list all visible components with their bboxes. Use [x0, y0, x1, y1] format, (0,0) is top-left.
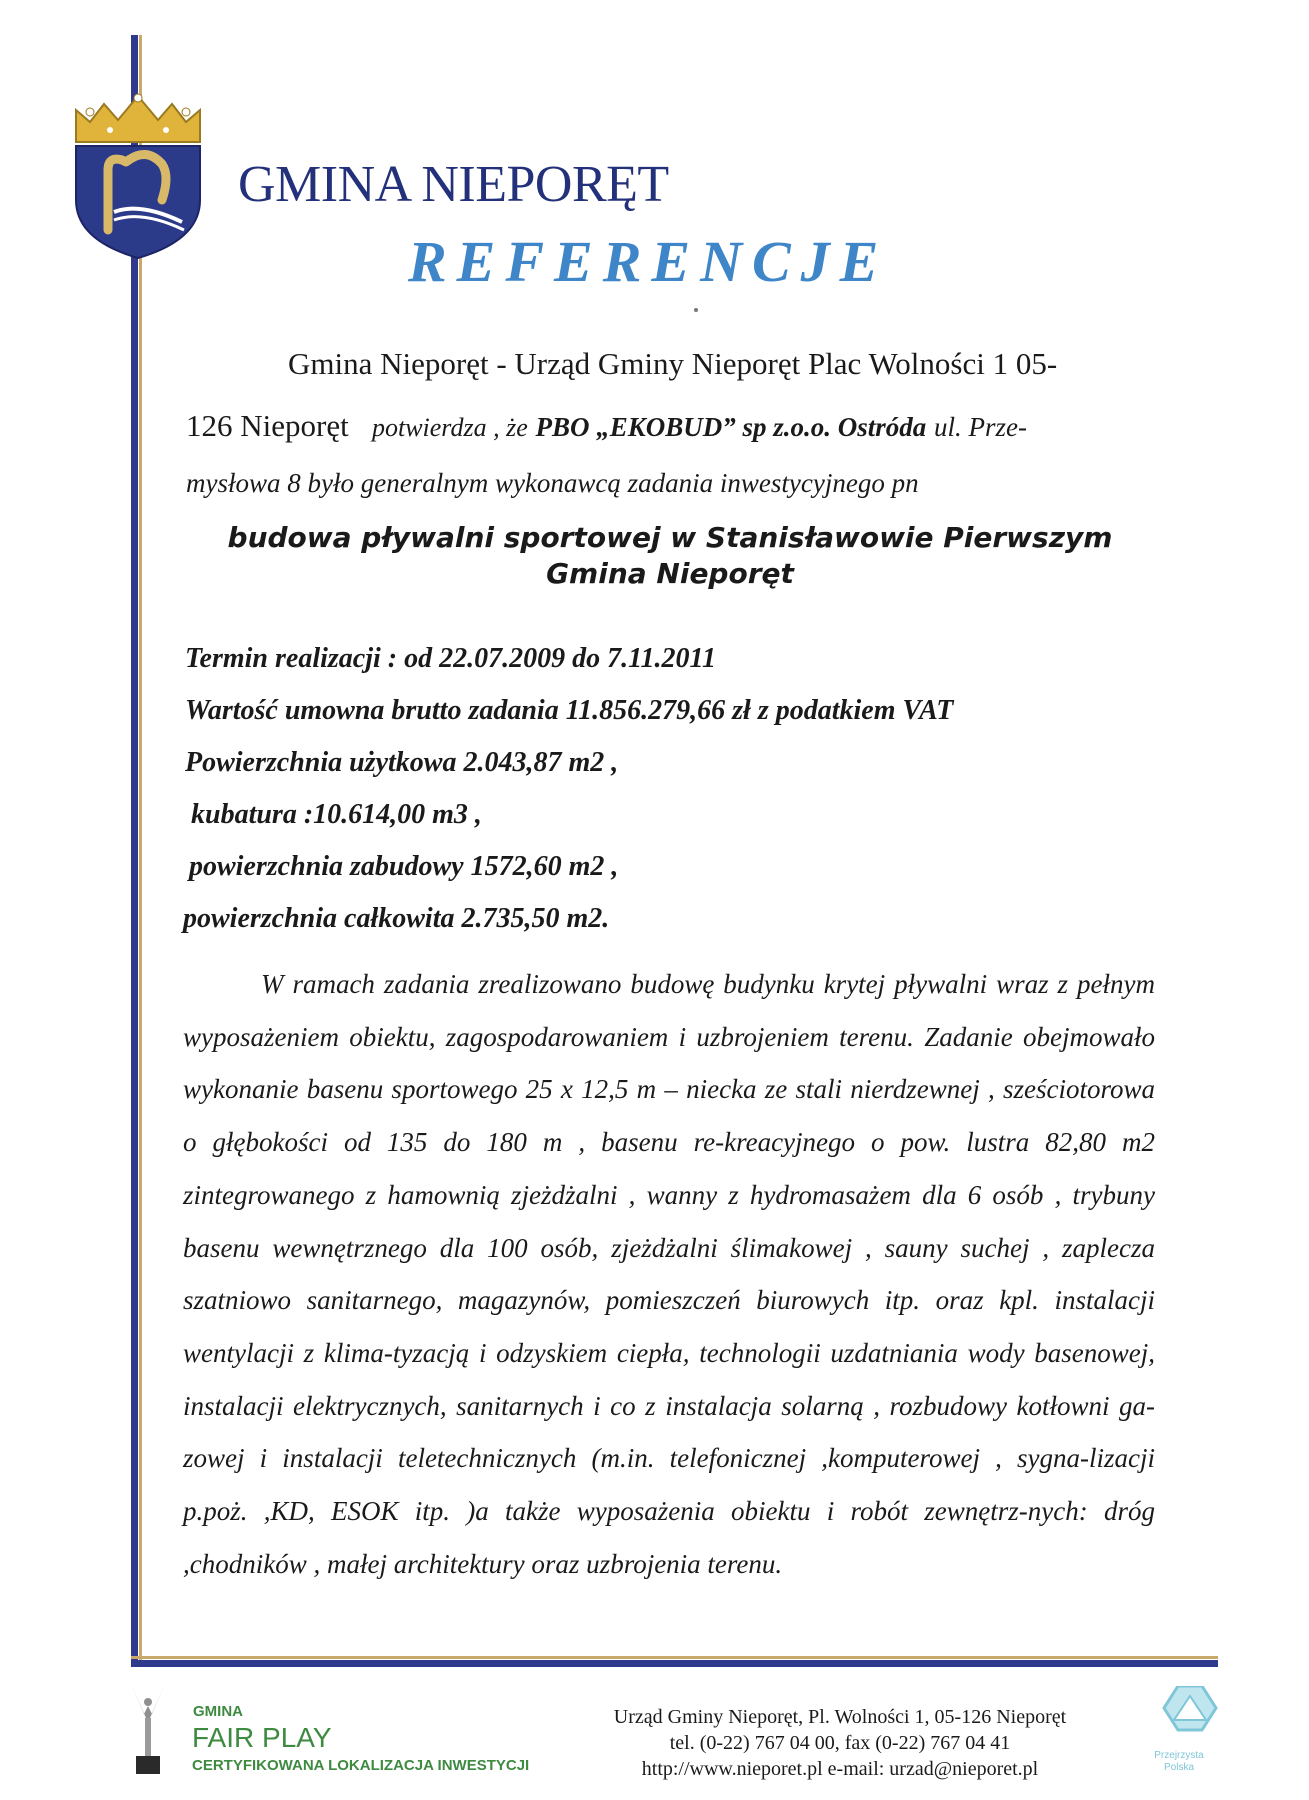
fair-play-certificate: CERTYFIKOWANA LOKALIZACJA INWESTYCJI — [192, 1757, 530, 1774]
project-name-line-1: budowa pływalni sportowej w Stanisławowie Pierwszym — [227, 521, 1113, 554]
intro-line-3: mysłowa 8 było generalnym wykonawcą zadania inwestycyjnego pn — [186, 468, 919, 498]
footer-web-line: http://www.nieporet.pl e-mail: urzad@nieporet.pl — [641, 1758, 1039, 1780]
fact-built-area: powierzchnia zabudowy 1572,60 m2 , — [189, 851, 619, 882]
intro-line-2 — [186, 408, 1027, 444]
intro-line-2-place: 126 Nieporęt — [186, 408, 349, 443]
gmina-crest-icon — [70, 90, 206, 260]
fair-play-label-small: GMINA — [193, 1703, 243, 1720]
fact-volume: kubatura :10.614,00 m3 , — [191, 799, 482, 830]
left-border-gold — [139, 35, 142, 1665]
fact-total-area: powierzchnia całkowita 2.735,50 m2. — [183, 903, 610, 934]
przejrzysta-polska-label: Przejrzysta Polska — [1154, 1750, 1204, 1773]
fact-usable-area: Powierzchnia użytkowa 2.043,87 m2 , — [185, 747, 619, 778]
footer-address — [560, 1704, 1120, 1782]
left-border-blue — [131, 35, 138, 1665]
intro-line-1: Gmina Nieporęt - Urząd Gminy Nieporęt Plac Wolności 1 05- — [288, 346, 1058, 381]
org-title: GMINA NIEPORĘT — [238, 156, 669, 213]
intro-line-2-street: ul. Prze- — [934, 412, 1028, 442]
body-text: W ramach zadania zrealizowano budowę budynku krytej pływalni wraz z pełnym wyposażeniem obiektu, zagospodarowaniem i uzbrojeniem terenu. Zadanie obejmowało wykonanie basenu sportowego 25 x 12,5 m – niecka ze stali nierdzewnej , sześciotorowa o głębokości od 135 do 180 m , basenu re-kreacyjnego o pow. lustra 82,80 m2 zintegrowanego z hamownią zjeżdżalni , wanny z hydromasażem dla 6 osób , trybuny basenu wewnętrznego dla 100 osób, zjeżdżalni ślimakowej , sauny suchej , zaplecza szatniowo sanitarnego, magazynów, pomieszczeń biurowych itp. oraz kpl. instalacji wentylacji z klima-tyzacją i odzyskiem ciepła, technologii uzdatniania wody basenowej, instalacji elektrycznych, sanitarnych i co z instalacja solarną , rozbudowy kotłowni ga-zowej i instalacji teletechnicznych (m.in. telefonicznej ,komputerowej , sygna-lizacji p.poż. ,KD, ESOK itp. )a także wyposażenia obiektu i robót zewnętrz-nych: dróg ,chodników , małej architektury oraz uzbrojenia terenu. — [183, 969, 1155, 1579]
project-name — [175, 520, 1165, 592]
scan-dot — [694, 308, 698, 312]
intro-line-2-confirm: potwierdza , że — [371, 413, 528, 442]
intro-line-2-company: PBO „EKOBUD” sp z.o.o. Ostróda — [535, 412, 927, 442]
footer-address-line: Urząd Gminy Nieporęt, Pl. Wolności 1, 05-126 Nieporęt — [613, 1706, 1067, 1728]
fair-play-label: FAIR PLAY — [192, 1722, 332, 1753]
fair-play-statue-icon — [128, 1684, 168, 1776]
body-paragraph — [183, 958, 1155, 1590]
bottom-border-blue — [131, 1660, 1218, 1667]
document-title: REFERENCJE — [408, 229, 889, 294]
project-name-line-2: Gmina Nieporęt — [546, 557, 794, 590]
bottom-border-gold — [131, 1656, 1218, 1659]
footer-phone-line: tel. (0-22) 767 04 00, fax (0-22) 767 04 41 — [669, 1732, 1011, 1754]
fact-value: Wartość umowna brutto zadania 11.856.279,66 zł z podatkiem VAT — [185, 695, 954, 726]
fact-term: Termin realizacji : od 22.07.2009 do 7.11.2011 — [185, 643, 716, 674]
